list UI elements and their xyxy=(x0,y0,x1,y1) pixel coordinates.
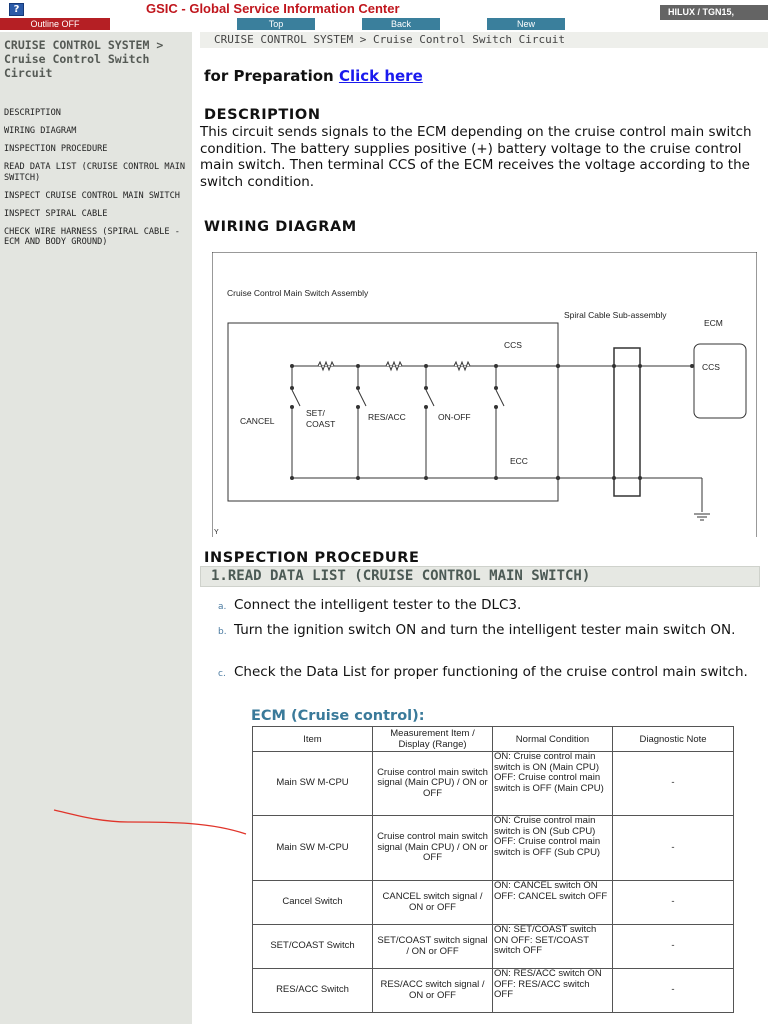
data-list-table xyxy=(252,726,734,1013)
substep-marker: a. xyxy=(218,602,227,612)
assembly-label: Cruise Control Main Switch Assembly xyxy=(227,288,369,298)
spiral-label: Spiral Cable Sub-assembly xyxy=(564,310,667,320)
ecc-label: ECC xyxy=(510,456,528,466)
help-icon[interactable]: ? xyxy=(9,3,24,16)
sidebar-item-read-data-list[interactable]: READ DATA LIST (CRUISE CONTROL MAIN SWITCH) xyxy=(4,162,186,183)
cell-note: - xyxy=(613,881,734,925)
cell-item: SET/COAST Switch xyxy=(253,925,373,969)
on-off-label: ON-OFF xyxy=(438,412,471,422)
cell-note: - xyxy=(613,752,734,816)
cell-measurement: Cruise control main switch signal (Main CPU) / ON or OFF xyxy=(373,752,493,816)
ecm-heading: ECM (Cruise control): xyxy=(251,708,425,724)
substep-a xyxy=(218,597,754,614)
preparation-text: for Preparation xyxy=(204,67,334,85)
table-row xyxy=(253,881,734,925)
resistor-1 xyxy=(318,362,334,370)
table-row xyxy=(253,925,734,969)
cell-item: RES/ACC Switch xyxy=(253,969,373,1013)
substep-text: Check the Data List for proper functioning of the cruise control main switch. xyxy=(234,664,748,680)
header-diagnostic-note: Diagnostic Note xyxy=(613,727,734,752)
substep-c xyxy=(218,664,754,681)
table-row xyxy=(253,969,734,1013)
breadcrumb: CRUISE CONTROL SYSTEM > Cruise Control Switch Circuit xyxy=(200,32,768,48)
step-1-title: 1.READ DATA LIST (CRUISE CONTROL MAIN SWITCH) xyxy=(200,566,760,587)
description-heading: DESCRIPTION xyxy=(204,107,321,123)
sidebar-nav xyxy=(4,108,190,255)
cell-measurement: Cruise control main switch signal (Main CPU) / ON or OFF xyxy=(373,816,493,881)
cell-measurement: RES/ACC switch signal / ON or OFF xyxy=(373,969,493,1013)
table-row xyxy=(253,752,734,816)
resistor-3 xyxy=(454,362,470,370)
sidebar-item-inspect-main-switch[interactable]: INSPECT CRUISE CONTROL MAIN SWITCH xyxy=(4,190,180,201)
header-measurement: Measurement Item / Display (Range) xyxy=(373,727,493,752)
cell-measurement: CANCEL switch signal / ON or OFF xyxy=(373,881,493,925)
ccs-wire-label: CCS xyxy=(504,340,522,350)
nav-top-button[interactable]: Top xyxy=(237,18,315,30)
res-acc-label: RES/ACC xyxy=(368,412,406,422)
preparation-line xyxy=(204,67,423,85)
top-bar xyxy=(0,0,768,30)
set-label-2: COAST xyxy=(306,419,336,429)
cancel-label: CANCEL xyxy=(240,416,275,426)
outline-toggle-button[interactable]: Outline OFF xyxy=(0,18,110,30)
diagram-corner-mark: Y xyxy=(214,529,219,536)
on-off-switch xyxy=(496,390,504,406)
table-row xyxy=(253,816,734,881)
cell-measurement: SET/COAST switch signal / ON or OFF xyxy=(373,925,493,969)
ecm-box xyxy=(694,344,746,418)
inspection-heading: INSPECTION PROCEDURE xyxy=(204,550,420,566)
cell-normal: ON: SET/COAST switch ON OFF: SET/COAST switch OFF xyxy=(493,925,613,969)
substep-b xyxy=(218,622,754,639)
sidebar xyxy=(0,32,192,1024)
cell-normal: ON: RES/ACC switch ON OFF: RES/ACC switch OFF xyxy=(493,969,613,1013)
main-content xyxy=(192,32,768,1024)
cell-normal: ON: CANCEL switch ON OFF: CANCEL switch OFF xyxy=(493,881,613,925)
sidebar-item-check-wire-harness[interactable]: CHECK WIRE HARNESS (SPIRAL CABLE - ECM AND BODY GROUND) xyxy=(4,226,180,247)
cell-note: - xyxy=(613,969,734,1013)
set-coast-switch xyxy=(358,390,366,406)
nav-new-button[interactable]: New xyxy=(487,18,565,30)
wiring-diagram xyxy=(212,252,757,537)
cell-item: Main SW M-CPU xyxy=(253,752,373,816)
nav-back-button[interactable]: Back xyxy=(362,18,440,30)
model-badge: HILUX / TGN15, xyxy=(660,5,768,20)
ccs-terminal-label: CCS xyxy=(702,362,720,372)
sidebar-title: CRUISE CONTROL SYSTEM > Cruise Control Switch Circuit xyxy=(4,38,164,80)
resistor-2 xyxy=(386,362,402,370)
sidebar-item-wiring-diagram[interactable]: WIRING DIAGRAM xyxy=(4,126,77,136)
ecm-label: ECM xyxy=(704,318,723,328)
res-acc-switch xyxy=(426,390,434,406)
table-header-row xyxy=(253,727,734,752)
site-title: GSIC - Global Service Information Center xyxy=(146,1,400,16)
sidebar-item-description[interactable]: DESCRIPTION xyxy=(4,108,61,118)
cell-normal: ON: Cruise control main switch is ON (Sub CPU) OFF: Cruise control main switch is OFF (Sub CPU) xyxy=(493,816,613,881)
cell-note: - xyxy=(613,816,734,881)
wiring-diagram-heading: WIRING DIAGRAM xyxy=(204,219,357,235)
spiral-cable xyxy=(614,348,640,496)
cancel-switch xyxy=(292,390,300,406)
description-text: This circuit sends signals to the ECM depending on the cruise control main switch condition. The battery supplies positive (+) battery voltage to the cruise control main switch. Then terminal CCS of the ECM receives the voltage according to the switch condition. xyxy=(200,124,752,190)
substep-text: Connect the intelligent tester to the DLC3. xyxy=(234,597,522,613)
substep-marker: c. xyxy=(218,669,226,679)
header-item: Item xyxy=(253,727,373,752)
substep-marker: b. xyxy=(218,627,227,637)
cell-item: Cancel Switch xyxy=(253,881,373,925)
cell-note: - xyxy=(613,925,734,969)
set-label-1: SET/ xyxy=(306,408,325,418)
header-normal-condition: Normal Condition xyxy=(493,727,613,752)
cell-item: Main SW M-CPU xyxy=(253,816,373,881)
substep-text: Turn the ignition switch ON and turn the intelligent tester main switch ON. xyxy=(234,622,736,638)
sidebar-item-inspect-spiral-cable[interactable]: INSPECT SPIRAL CABLE xyxy=(4,208,108,219)
preparation-link[interactable]: Click here xyxy=(338,67,423,85)
sidebar-item-inspection-procedure[interactable]: INSPECTION PROCEDURE xyxy=(4,144,108,154)
cell-normal: ON: Cruise control main switch is ON (Main CPU) OFF: Cruise control main switch is OFF (Main CPU) xyxy=(493,752,613,816)
